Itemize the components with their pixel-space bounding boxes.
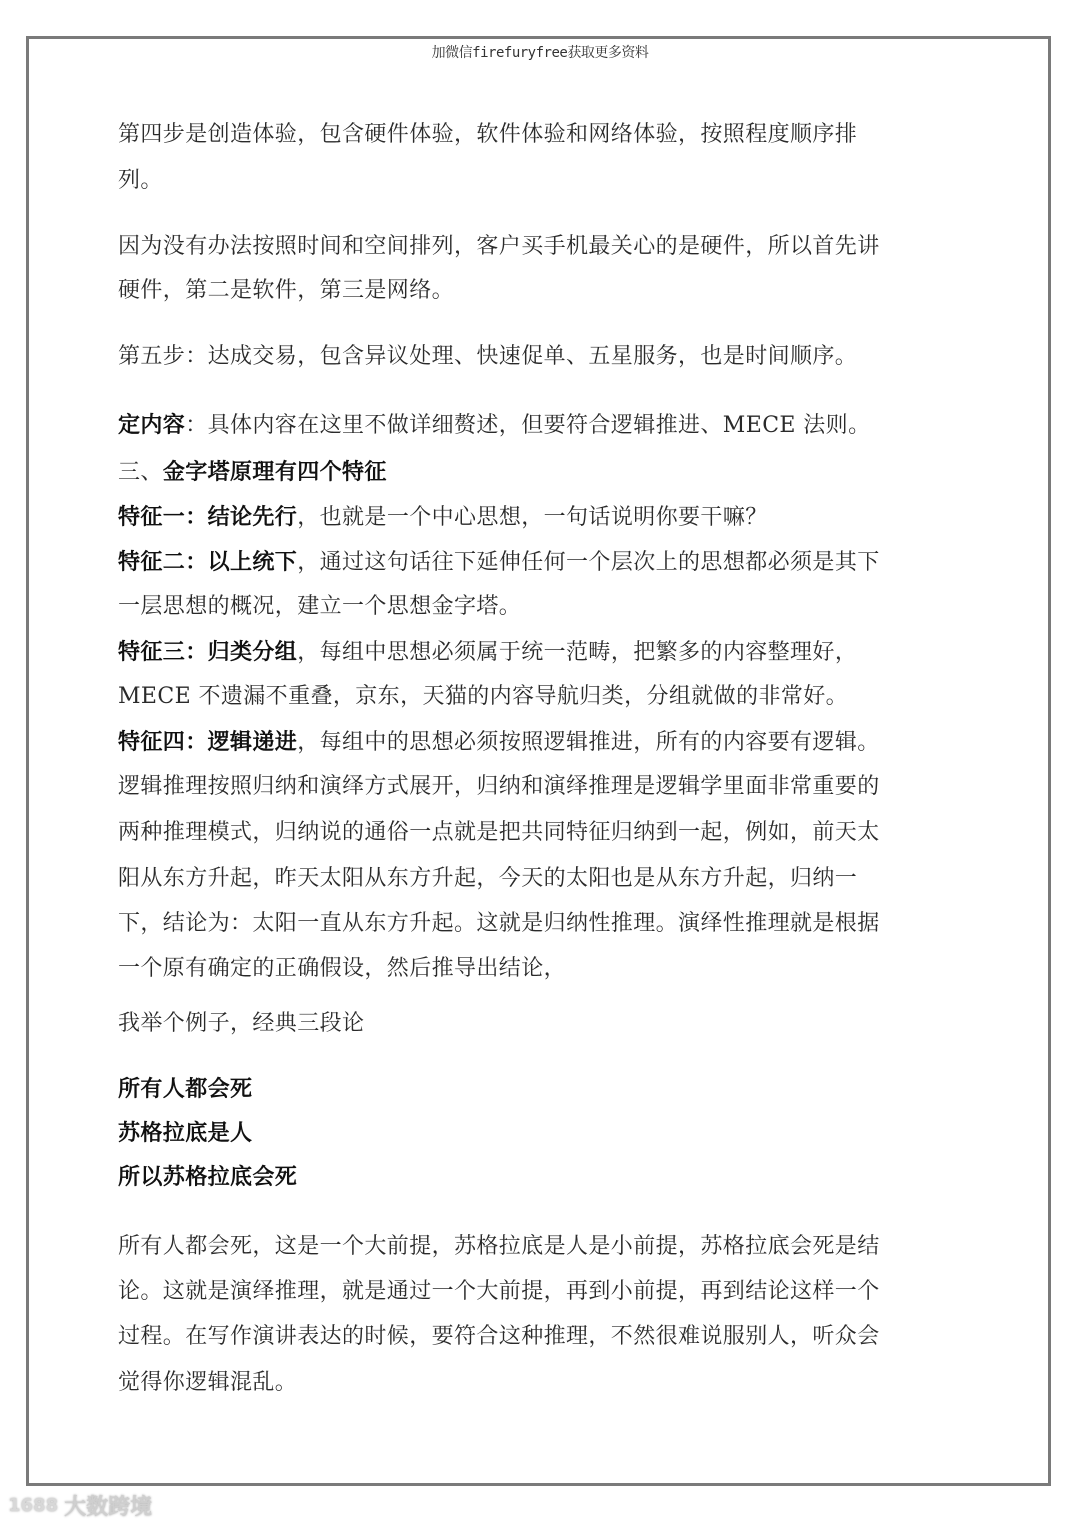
section-heading	[118, 457, 387, 488]
header-note: 加微信firefuryfree获取更多资料	[431, 45, 649, 61]
feature-one-label: 特征一：	[118, 504, 208, 530]
feature-three	[118, 637, 857, 668]
feature-two-label: 特征二：	[118, 549, 208, 575]
paragraph-order-line2: 硬件，第二是软件，第三是网络。	[118, 278, 455, 303]
define-content-label: 定内容	[118, 412, 186, 438]
feature-four-line4: 阳从东方升起，昨天太阳从东方升起，今天的太阳也是从东方升起，归纳一	[118, 866, 858, 891]
final-paragraph-line1: 所有人都会死，这是一个大前提，苏格拉底是人是小前提，苏格拉底会死是结	[118, 1234, 880, 1259]
feature-four-line6: 一个原有确定的正确假设，然后推导出结论，	[118, 956, 567, 981]
define-content-text: ：具体内容在这里不做详细赘述，但要符合逻辑推进、MECE 法则。	[185, 413, 871, 438]
feature-four-line3: 两种推理模式，归纳说的通俗一点就是把共同特征归纳到一起，例如，前天太	[118, 820, 880, 845]
final-paragraph-line2: 论。这就是演绎推理，就是通过一个大前提，再到小前提，再到结论这样一个	[118, 1279, 880, 1304]
feature-three-text: ，每组中思想必须属于统一范畴，把繁多的内容整理好，	[297, 640, 858, 665]
syllogism-conclusion: 所以苏格拉底会死	[118, 1164, 298, 1190]
feature-four-line5: 下，结论为：太阳一直从东方升起。这就是归纳性推理。演绎性推理就是根据	[118, 911, 880, 936]
feature-three-label: 特征三：	[118, 639, 208, 665]
watermark-logo-icon: 1688	[8, 1495, 59, 1516]
feature-four-line2: 逻辑推理按照归纳和演绎方式展开，归纳和演绎推理是逻辑学里面非常重要的	[118, 774, 880, 799]
feature-four-text: ，每组中的思想必须按照逻辑推进，所有的内容要有逻辑。	[297, 730, 880, 755]
paragraph-step5: 第五步：达成交易，包含异议处理、快速促单、五星服务，也是时间顺序。	[118, 344, 858, 369]
feature-one-term: 结论先行	[207, 504, 298, 530]
watermark-brand: 大数跨境	[64, 1495, 153, 1520]
final-paragraph-line4: 觉得你逻辑混乱。	[118, 1370, 298, 1395]
paragraph-step4-line2: 列。	[118, 168, 163, 193]
feature-four-term: 逻辑递进	[207, 729, 298, 755]
feature-three-term: 归类分组	[207, 639, 298, 665]
section-number: 三、	[118, 460, 163, 485]
final-paragraph-line3: 过程。在写作演讲表达的时候，要符合这种推理，不然很难说服别人，听众会	[118, 1324, 880, 1349]
syllogism-minor-premise: 苏格拉底是人	[118, 1120, 253, 1146]
feature-two-text: ，通过这句话往下延伸任何一个层次上的思想都必须是其下	[297, 550, 880, 575]
syllogism-major-premise: 所有人都会死	[118, 1076, 253, 1102]
feature-two	[118, 547, 880, 578]
paragraph-order-line1: 因为没有办法按照时间和空间排列，客户买手机最关心的是硬件，所以首先讲	[118, 234, 880, 259]
feature-four-label: 特征四：	[118, 729, 208, 755]
watermark	[8, 1490, 152, 1521]
feature-three-continuation: MECE 不遗漏不重叠，京东，天猫的内容导航归类，分组就做的非常好。	[118, 684, 849, 709]
feature-two-continuation: 一层思想的概况，建立一个思想金字塔。	[118, 594, 522, 619]
feature-two-term: 以上统下	[207, 549, 298, 575]
feature-one-text: ，也就是一个中心思想，一句话说明你要干嘛？	[297, 505, 768, 530]
paragraph-define-content	[118, 410, 870, 441]
feature-one	[118, 502, 768, 533]
paragraph-step4-line1: 第四步是创造体验，包含硬件体验，软件体验和网络体验，按照程度顺序排	[118, 122, 858, 147]
feature-four	[118, 727, 880, 758]
example-intro: 我举个例子，经典三段论	[118, 1011, 365, 1036]
section-title: 金字塔原理有四个特征	[162, 459, 387, 485]
